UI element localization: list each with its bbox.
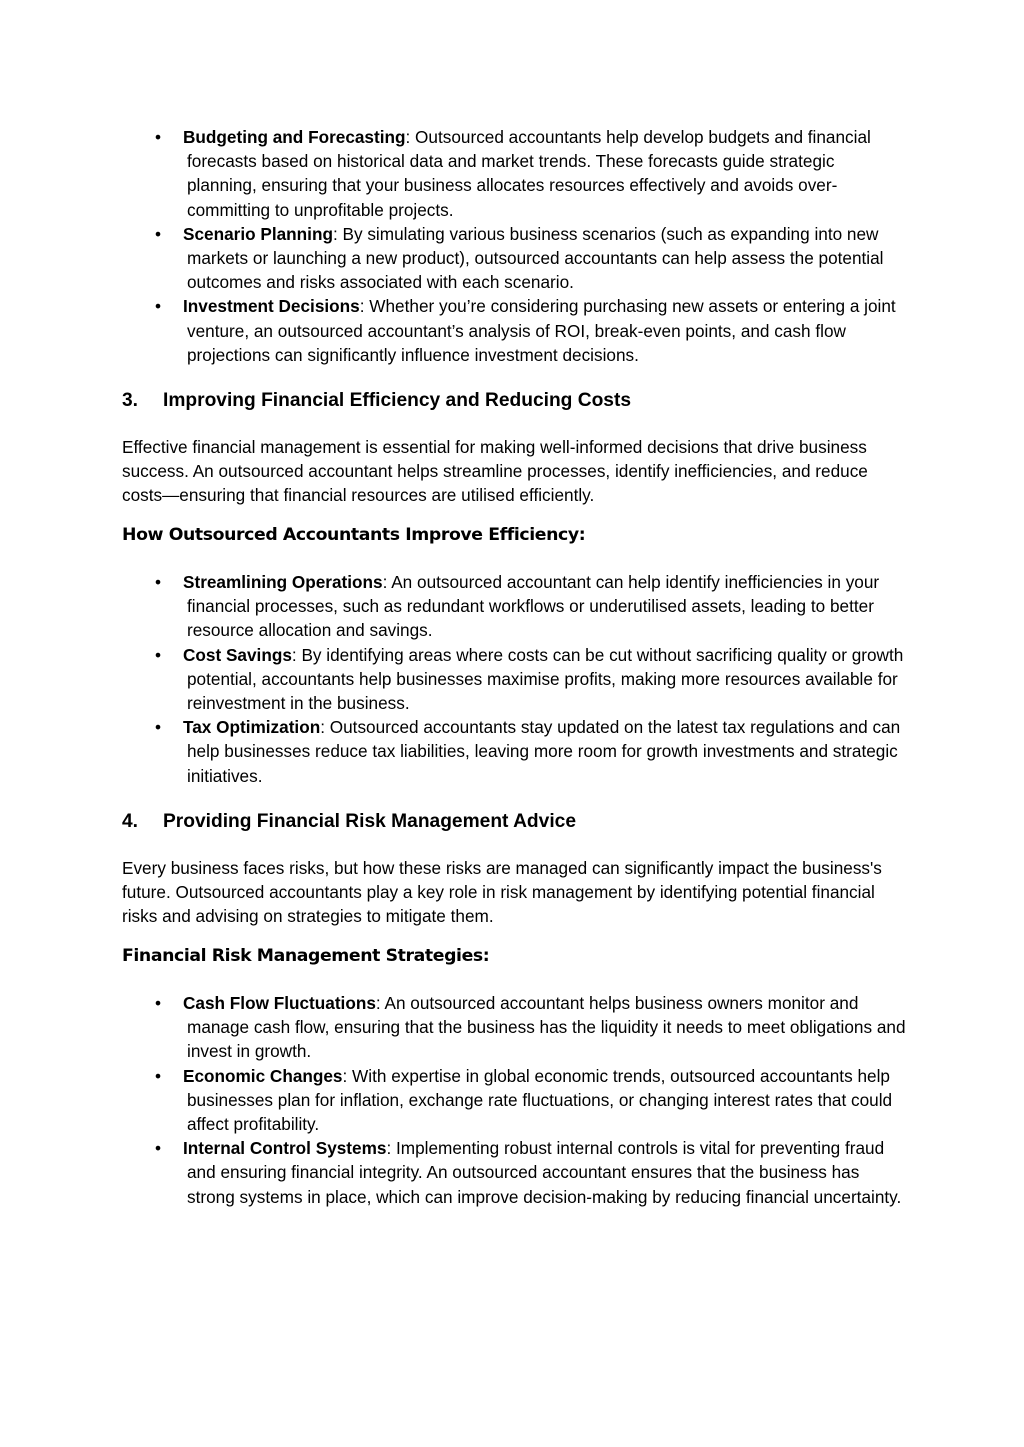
bullet-icon: • [155, 1065, 162, 1086]
section-title: Improving Financial Efficiency and Reducing Costs [163, 390, 632, 411]
list-item [0, 125, 907, 222]
item-lead: Cost Savings [183, 644, 292, 665]
list-item [0, 715, 907, 788]
bullet-icon: • [155, 223, 162, 244]
bullet-icon: • [155, 572, 162, 592]
section-heading [122, 389, 631, 413]
section-paragraph: Effective financial management is essential for making well-informed decisions that drive business success. An outsourced accountant helps streamline processes, identify inefficiencies, and reduce costs—ensuring that financial resources are utilised efficiently. [122, 437, 868, 506]
item-text: : With expertise in global economic trends, outsourced accountants help businesses plan for inflation, exchange rate fluctuations, or changing interest rates that could affect profitability. [187, 1065, 893, 1135]
list-item [0, 643, 907, 716]
item-text: : By simulating various business scenarios (such as expanding into new markets or launching a new product), outsourced accountants can help assess the potential outcomes and risks associated with each scenario. [187, 223, 884, 293]
list-item [0, 222, 907, 295]
item-lead: Tax Optimization [183, 717, 321, 738]
item-text: : Whether you’re considering purchasing new assets or entering a joint venture, an outsourced accountant’s analysis of ROI, break-even points, and cash flow projections can significantly influence investment decisions. [187, 296, 896, 365]
list-item [0, 1064, 907, 1137]
item-lead: Cash Flow Fluctuations [183, 993, 376, 1013]
item-lead: Internal Control Systems [183, 1138, 387, 1159]
subheading: How Outsourced Accountants Improve Efficiency: [122, 525, 586, 545]
list-item [0, 294, 907, 367]
bullet-icon: • [155, 296, 162, 317]
item-text: : By identifying areas where costs can be cut without sacrificing quality or growth potential, accountants help businesses maximise profits, making more resources available for reinvestment in the business. [187, 644, 904, 714]
bullet-icon: • [155, 127, 162, 147]
item-text: : Outsourced accountants help develop budgets and financial forecasts based on historical data and market trends. These forecasts guide strategic planning, ensuring that your business allocates resources effectively and avoids over-committing to unprofitable projects. [187, 127, 871, 220]
list-item [0, 1136, 907, 1209]
bullet-icon: • [155, 1138, 162, 1159]
item-text: : Outsourced accountants stay updated on the latest tax regulations and can help businesses reduce tax liabilities, leaving more room for growth investments and strategic initiatives. [187, 717, 901, 786]
item-lead: Scenario Planning [183, 223, 333, 244]
item-text: : An outsourced accountant helps business owners monitor and manage cash flow, ensuring that the business has the liquidity it needs to meet obligations and invest in growth. [187, 993, 906, 1062]
section-number: 4. [122, 811, 139, 832]
list-item [0, 570, 907, 643]
item-lead: Economic Changes [183, 1065, 343, 1086]
bullet-icon: • [155, 717, 162, 738]
bullet-icon: • [155, 993, 162, 1013]
bullet-icon: • [155, 644, 162, 665]
subheading: Financial Risk Management Strategies: [122, 946, 490, 966]
item-lead: Budgeting and Forecasting [183, 127, 406, 147]
bullet-list-risk [0, 991, 1024, 1209]
section-number: 3. [122, 390, 139, 411]
item-lead: Streamlining Operations [183, 572, 383, 592]
bullet-list-decision-support [0, 125, 1024, 367]
bullet-list-efficiency [0, 570, 1024, 788]
item-text: : An outsourced accountant can help identify inefficiencies in your financial processes, such as redundant workflows or underutilised assets, leading to better resource allocation and savings. [187, 572, 880, 641]
list-item [0, 991, 907, 1064]
section-title: Providing Financial Risk Management Advice [163, 811, 576, 832]
item-lead: Investment Decisions [183, 296, 360, 317]
item-text: : Implementing robust internal controls is vital for preventing fraud and ensuring financial integrity. An outsourced accountant ensures that the business has strong systems in place, which can improve decision-making by reducing financial uncertainty. [187, 1138, 902, 1207]
section-heading [122, 810, 576, 834]
section-paragraph: Every business faces risks, but how these risks are managed can significantly impact the business's future. Outsourced accountants play a key role in risk management by identifying potential financial risks and advising on strategies to mitigate them. [122, 858, 882, 927]
